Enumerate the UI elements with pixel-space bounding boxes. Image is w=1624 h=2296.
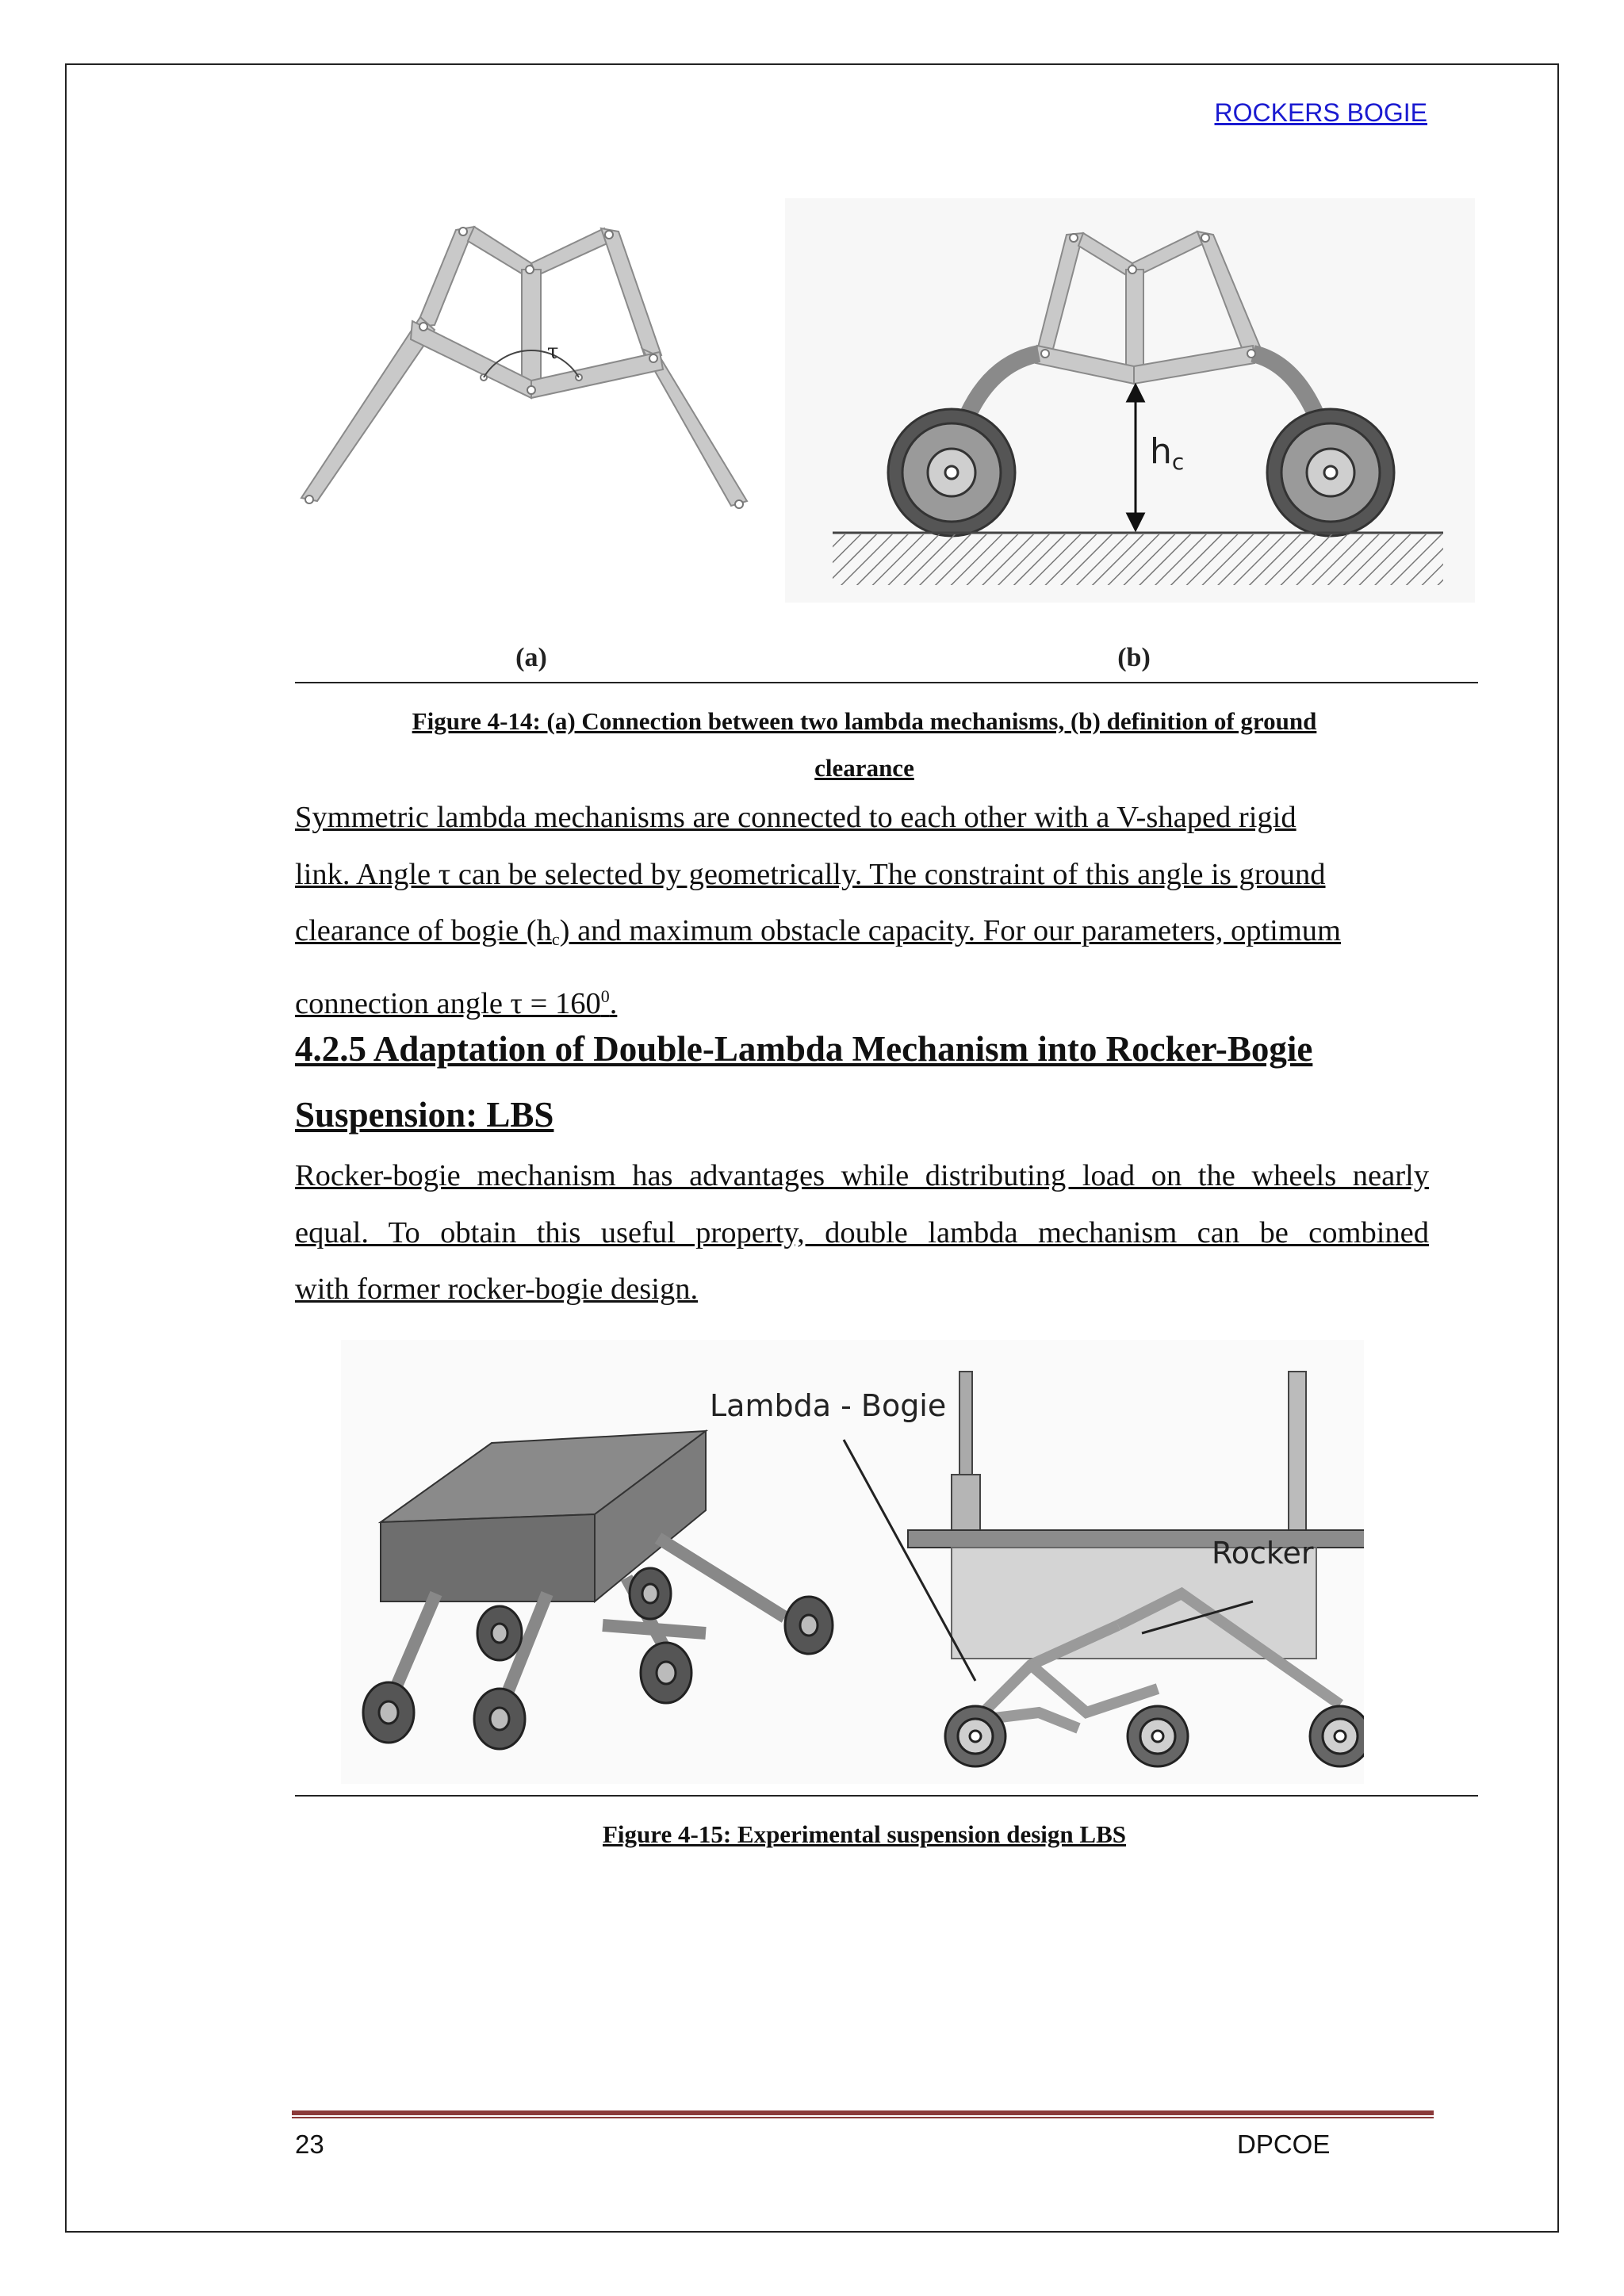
lambda-mechanism-a xyxy=(301,227,747,506)
section-heading-line2: Suspension: LBS xyxy=(295,1095,554,1135)
paragraph-2-line1: Rocker-bogie mechanism has advantages while distributing load on the wheels nearly xyxy=(295,1159,1429,1192)
wheel-right xyxy=(1267,409,1394,536)
paragraph-2 xyxy=(295,1148,1429,1318)
figure-14-label-a: (a) xyxy=(515,643,547,672)
footer-rule xyxy=(292,2110,1434,2115)
paragraph-2-line2: equal. To obtain this useful property, double lambda mechanism can be combined xyxy=(295,1215,1429,1249)
footer-org: DPCOE xyxy=(1237,2130,1331,2159)
figure-14-label-b: (b) xyxy=(1117,643,1151,672)
header-title: ROCKERS BOGIE xyxy=(1214,98,1427,127)
paragraph-1-line4: connection angle $\tau = 160^0$. xyxy=(295,985,618,1020)
footer-rule-thin xyxy=(292,2117,1434,2118)
figure-14-caption-line1: Figure 4-14: (a) Connection between two lambda mechanisms, (b) definition of ground xyxy=(412,707,1317,735)
page-number: 23 xyxy=(295,2130,324,2159)
figure-4-14-illustration xyxy=(293,190,1483,682)
tau-label: τ xyxy=(547,340,559,364)
paragraph-2-line3: with former rocker-bogie design. xyxy=(295,1272,699,1306)
paragraph-1-line2: link. Angle τ can be selected by geometrically. The constraint of this angle is ground xyxy=(295,857,1326,891)
figure-14-caption xyxy=(293,698,1435,791)
wheel-left xyxy=(888,409,1015,536)
hc-label: hc xyxy=(1150,431,1185,475)
paragraph-1-line1: Symmetric lambda mechanisms are connected to each other with a V-shaped rigid xyxy=(295,801,1297,834)
figure-14-rule xyxy=(295,682,1478,683)
rocker-label: Rocker xyxy=(1212,1536,1314,1571)
section-heading xyxy=(295,1016,1437,1148)
section-heading-line1: 4.2.5 Adaptation of Double-Lambda Mechanism into Rocker-Bogie xyxy=(295,1029,1313,1069)
figure-14-caption-line2: clearance xyxy=(814,754,914,782)
figure-15-caption: Figure 4-15: Experimental suspension design LBS xyxy=(603,1820,1126,1848)
lambda-bogie-label: Lambda - Bogie xyxy=(710,1388,947,1423)
figure-4-15-illustration xyxy=(341,1340,1364,1784)
figure-15-rule xyxy=(295,1795,1478,1797)
paragraph-1 xyxy=(295,790,1429,1032)
ground-hatch xyxy=(833,534,1443,585)
paragraph-1-line3: clearance of bogie $(h_c)$ and maximum obstacle capacity. For our parameters, optimum xyxy=(295,914,1342,949)
